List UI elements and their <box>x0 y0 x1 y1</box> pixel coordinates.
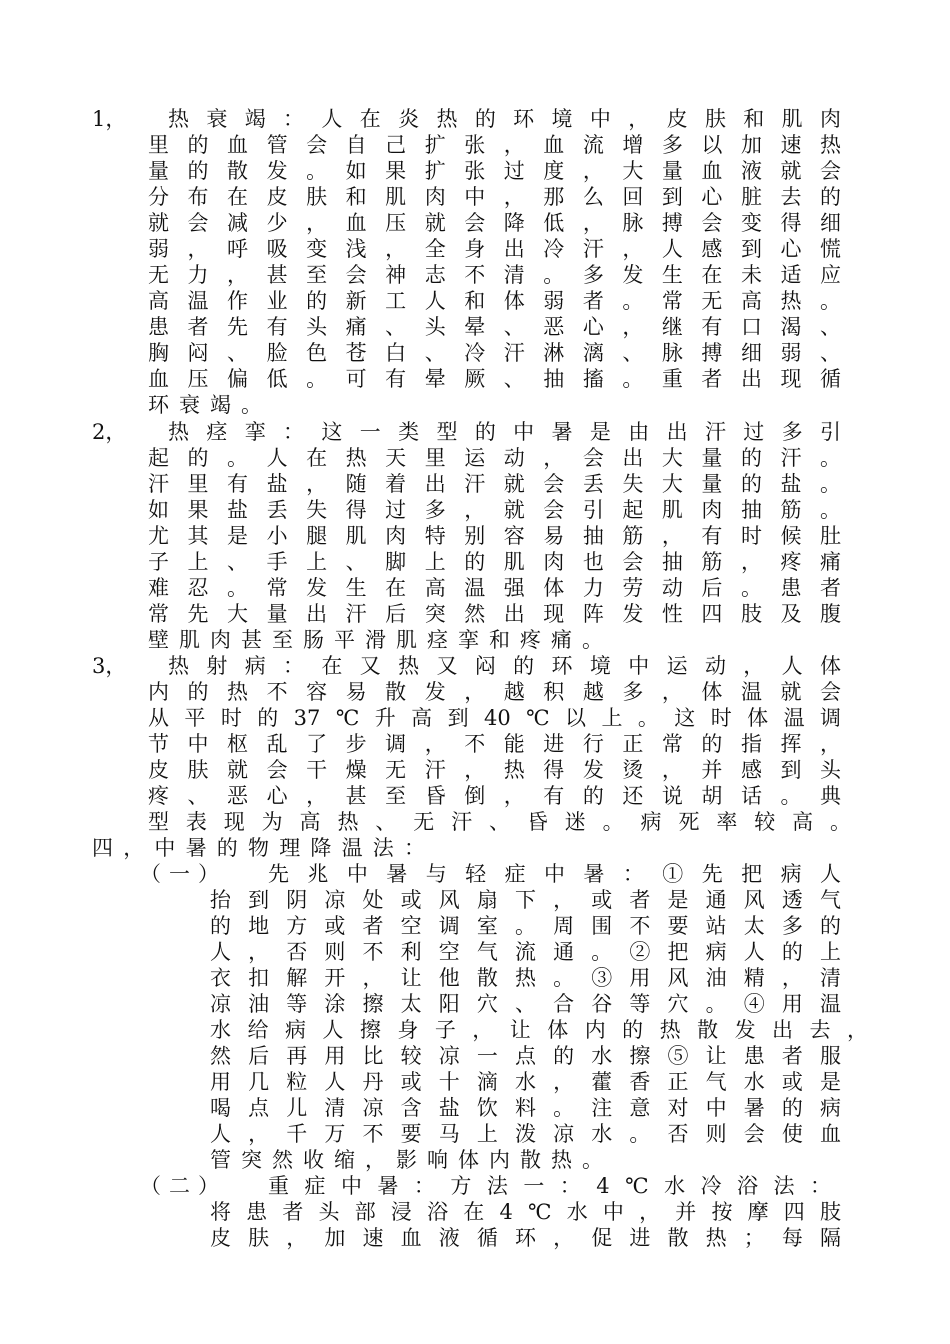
subsection-2-line-3: 皮肤，加速血液循环，促进散热；每隔 <box>210 1226 841 1250</box>
section-2-line-5: 尤其是小腿肌肉特别容易抽筋，有时候肚 <box>148 524 841 548</box>
section-1-line-1: 热衰竭：人在炎热的环境中，皮肤和肌肉 <box>168 107 841 131</box>
section-1-line-7: 无力，甚至会神志不清。多发生在未适应 <box>148 263 841 287</box>
heading-4: 四，中暑的物理降温法： <box>92 836 425 860</box>
section-2-line-6: 子上、手上、脚上的肌肉也会抽筋，疼痛 <box>148 550 841 574</box>
section-3-marker: 3， <box>92 654 127 678</box>
section-1-line-4: 分布在皮肤和肌肉中，那么回到心脏去的 <box>148 185 841 209</box>
section-2-line-1: 热痉挛：这一类型的中暑是由出汗过多引 <box>168 420 841 444</box>
section-3-line-4: 节中枢乱了步调，不能进行正常的指挥， <box>148 732 841 756</box>
subsection-2-marker: （二） <box>140 1174 227 1198</box>
section-1-line-2: 里的血管会自己扩张，血流增多以加速热 <box>148 133 841 157</box>
section-2-marker: 2， <box>92 420 127 444</box>
section-3-line-3: 从平时的37℃升高到40℃以上。这时体温调 <box>148 706 841 730</box>
section-3-line-5: 皮肤就会干燥无汗，热得发烫，并感到头 <box>148 758 841 782</box>
subsection-1-marker: （一） <box>140 862 227 886</box>
section-1-marker: 1， <box>92 107 127 131</box>
section-1-line-11: 血压偏低。可有晕厥、抽搐。重者出现循 <box>148 367 841 391</box>
section-1-line-8: 高温作业的新工人和体弱者。常无高热。 <box>148 289 841 313</box>
section-1-line-12: 环衰竭。 <box>148 393 272 417</box>
subsection-1-line-7: 水给病人擦身子，让体内的热散发出去， <box>210 1018 868 1042</box>
subsection-1-line-9: 用几粒人丹或十滴水，藿香正气水或是 <box>210 1070 841 1094</box>
subsection-1-line-4: 人，否则不利空气流通。②把病人的上 <box>210 940 841 964</box>
section-1-line-10: 胸闷、脸色苍白、冷汗淋漓、脉搏细弱、 <box>148 341 841 365</box>
subsection-2-line-1: 重症中暑：方法一：4℃水冷浴法： <box>268 1174 831 1198</box>
section-2-line-9: 壁肌肉甚至肠平滑肌痉挛和疼痛。 <box>148 628 613 652</box>
section-3-line-6: 疼、恶心，甚至昏倒，有的还说胡话。典 <box>148 784 841 808</box>
subsection-1-line-10: 喝点儿清凉含盐饮料。注意对中暑的病 <box>210 1096 841 1120</box>
section-1-line-5: 就会减少，血压就会降低，脉搏会变得细 <box>148 211 841 235</box>
section-1-line-3: 量的散发。如果扩张过度，大量血液就会 <box>148 159 841 183</box>
subsection-1-line-6: 凉油等涂擦太阳穴、合谷等穴。④用温 <box>210 992 841 1016</box>
section-2-line-3: 汗里有盐，随着出汗就会丢失大量的盐。 <box>148 472 841 496</box>
subsection-1-line-5: 衣扣解开，让他散热。③用风油精，清 <box>210 966 841 990</box>
section-2-line-8: 常先大量出汗后突然出现阵发性四肢及腹 <box>148 602 841 626</box>
subsection-2-line-2: 将患者头部浸浴在4℃水中，并按摩四肢 <box>210 1200 841 1224</box>
section-1-line-6: 弱，呼吸变浅，全身出冷汗，人感到心慌 <box>148 237 841 261</box>
subsection-1-line-12: 管突然收缩，影响体内散热。 <box>210 1148 613 1172</box>
section-1-line-9: 患者先有头痛、头晕、恶心，继有口渴、 <box>148 315 841 339</box>
section-2-line-4: 如果盐丢失得过多，就会引起肌肉抽筋。 <box>148 498 841 522</box>
subsection-1-line-3: 的地方或者空调室。周围不要站太多的 <box>210 914 841 938</box>
section-2-line-2: 起的。人在热天里运动，会出大量的汗。 <box>148 446 841 470</box>
subsection-1-line-11: 人，千万不要马上泼凉水。否则会使血 <box>210 1122 841 1146</box>
section-3-line-7: 型表现为高热、无汗、昏迷。病死率较高。 <box>148 810 851 834</box>
section-3-line-2: 内的热不容易散发，越积越多，体温就会 <box>148 680 841 704</box>
subsection-1-line-2: 抬到阴凉处或风扇下，或者是通风透气 <box>210 888 841 912</box>
section-2-line-7: 难忍。常发生在高温强体力劳动后。患者 <box>148 576 841 600</box>
subsection-1-line-8: 然后再用比较凉一点的水擦⑤让患者服 <box>210 1044 841 1068</box>
subsection-1-line-1: 先兆中暑与轻症中暑：①先把病人 <box>268 862 841 886</box>
section-3-line-1: 热射病：在又热又闷的环境中运动，人体 <box>168 654 841 678</box>
